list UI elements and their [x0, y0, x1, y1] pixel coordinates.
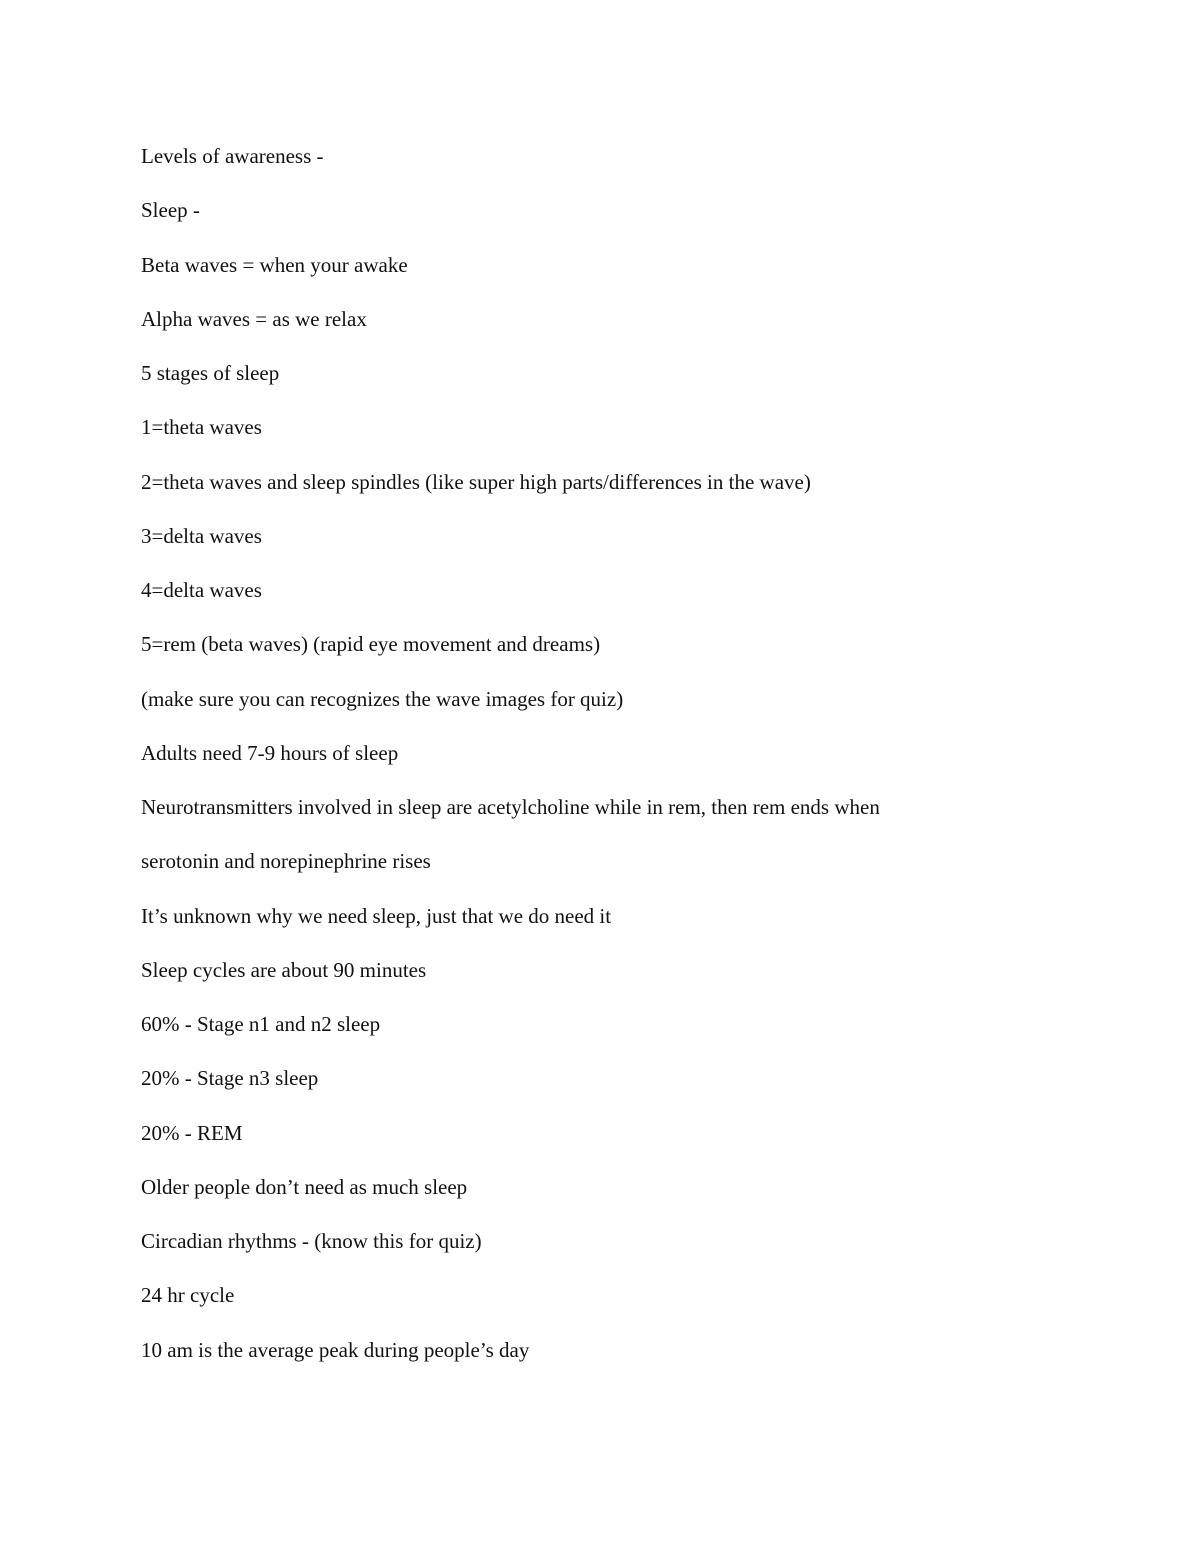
note-line: Adults need 7-9 hours of sleep: [141, 740, 399, 765]
note-line: 5=rem (beta waves) (rapid eye movement and dreams): [141, 632, 601, 657]
note-line: 3=delta waves: [141, 523, 262, 548]
note-line: Circadian rhythms - (know this for quiz): [141, 1229, 482, 1253]
note-line: (make sure you can recognizes the wave images for quiz): [141, 686, 624, 711]
note-line: serotonin and norepinephrine rises: [141, 849, 431, 874]
note-line: Sleep cycles are about 90 minutes: [141, 957, 427, 982]
note-line: 10 am is the average peak during people’s day: [141, 1337, 530, 1362]
note-line: 1=theta waves: [141, 415, 262, 440]
note-line: 4=delta waves: [141, 578, 262, 602]
note-line: 2=theta waves and sleep spindles (like super high parts/differences in the wave): [141, 469, 811, 494]
note-line: 5 stages of sleep: [141, 361, 280, 385]
note-line: Older people don’t need as much sleep: [141, 1174, 468, 1199]
note-line: 24 hr cycle: [141, 1283, 235, 1308]
notes-body: [141, 140, 1101, 1388]
note-line: Alpha waves = as we relax: [141, 306, 367, 331]
note-line: 60% - Stage n1 and n2 sleep: [141, 1012, 381, 1036]
note-line: 20% - REM: [141, 1120, 243, 1145]
note-line: Beta waves = when your awake: [141, 252, 408, 277]
note-line: Sleep -: [141, 198, 200, 223]
note-line: 20% - Stage n3 sleep: [141, 1066, 319, 1091]
note-line: Neurotransmitters involved in sleep are acetylcholine while in rem, then rem ends when: [141, 795, 880, 819]
note-line: Levels of awareness -: [141, 144, 324, 168]
note-line: It’s unknown why we need sleep, just that we do need it: [141, 903, 612, 928]
